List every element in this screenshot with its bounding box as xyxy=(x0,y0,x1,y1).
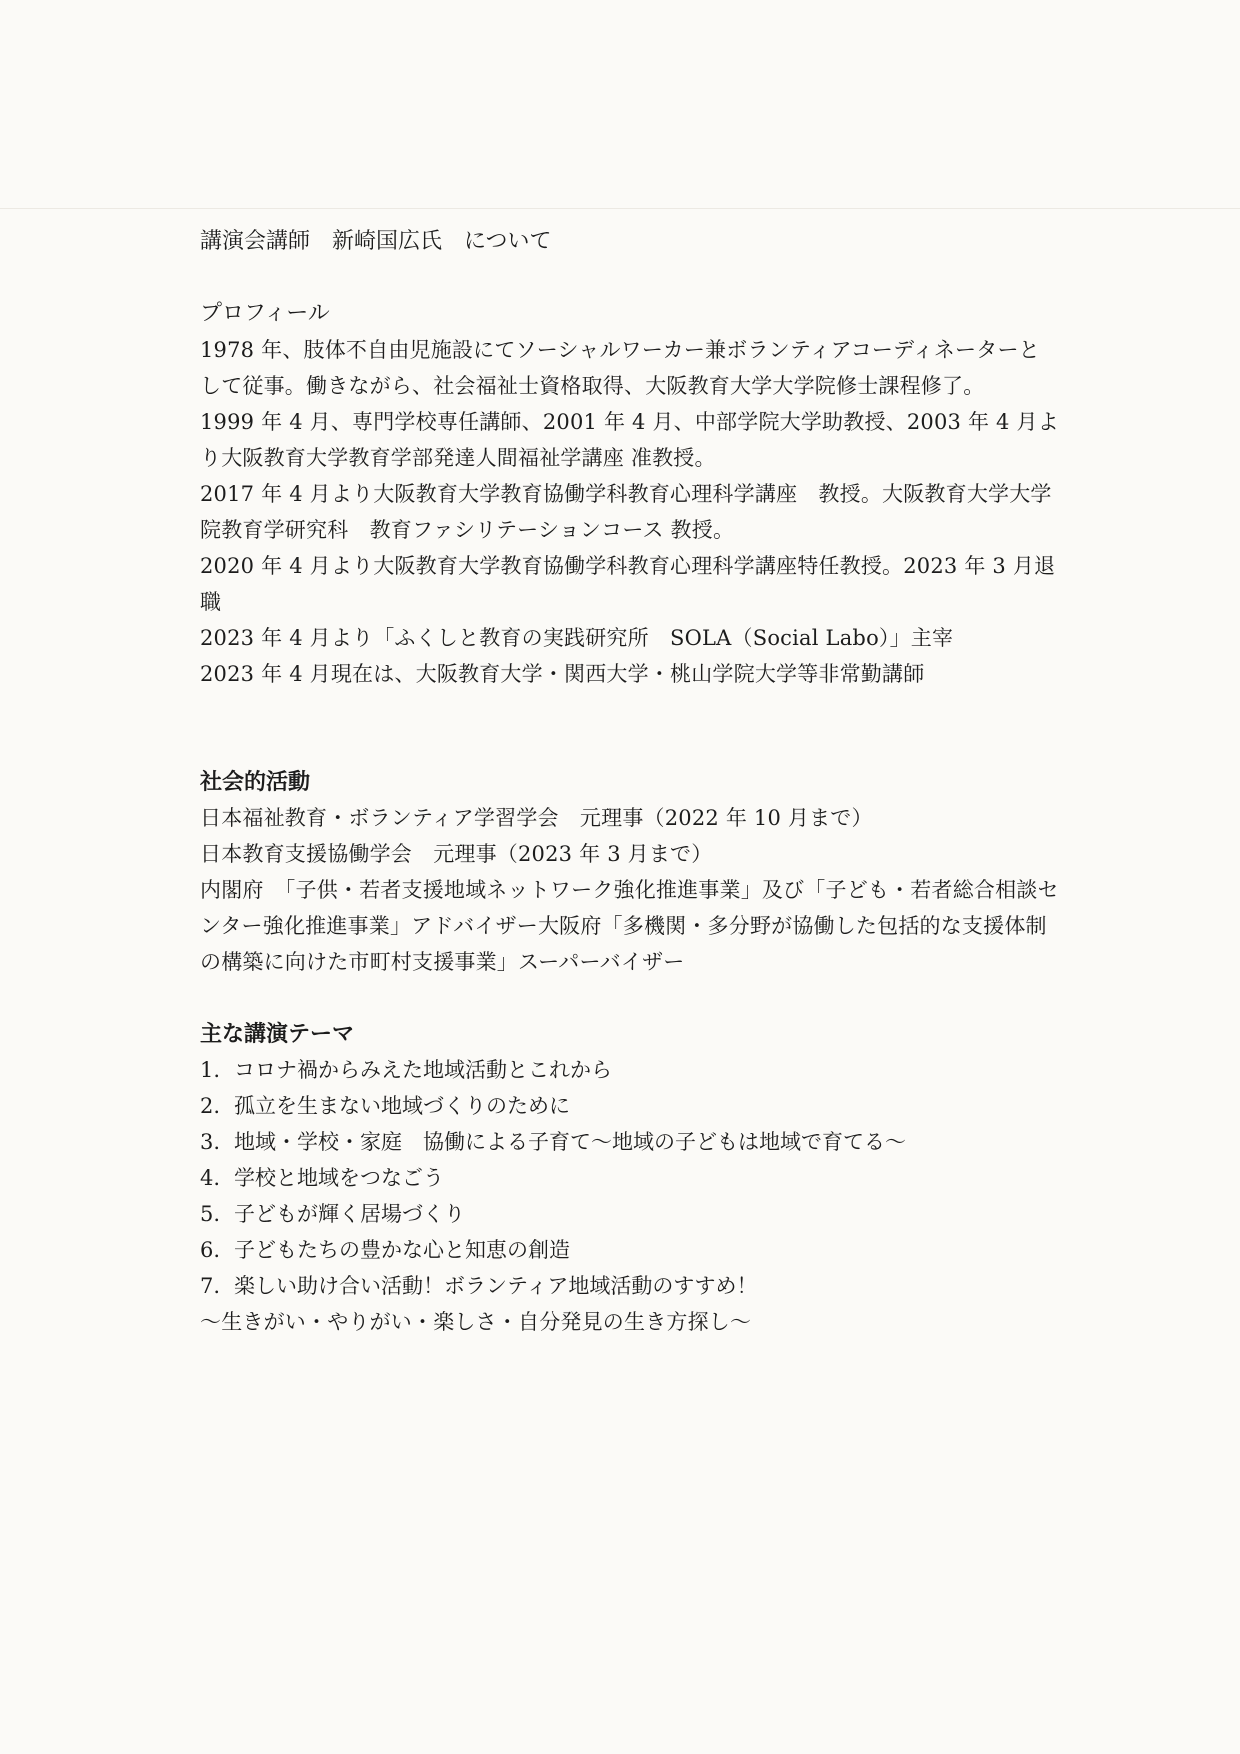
theme-text: 孤立を生まない地域づくりのために xyxy=(234,1094,570,1118)
theme-item xyxy=(200,1268,1060,1304)
profile-paragraph: 1999 年 4 月、専門学校専任講師、2001 年 4 月、中部学院大学助教授、2003 年 4 月より大阪教育大学教育学部発達人間福祉学講座 准教授。 xyxy=(200,410,1059,470)
activities-paragraph: 日本福祉教育・ボランティア学習学会 元理事（2022 年 10 月まで） xyxy=(200,806,873,830)
theme-number: 1. xyxy=(200,1058,221,1082)
theme-text: 地域・学校・家庭 協働による子育て～地域の子どもは地域で育てる～ xyxy=(234,1130,906,1154)
document-title: 講演会講師 新崎国広氏 について xyxy=(200,229,552,254)
theme-number: 5. xyxy=(200,1202,221,1226)
theme-number: 7. xyxy=(200,1274,221,1298)
profile-paragraph: 1978 年、肢体不自由児施設にてソーシャルワーカー兼ボランティアコーディネーターとして従事。働きながら、社会福祉士資格取得、大阪教育大学大学院修士課程修了。 xyxy=(200,338,1040,398)
profile-heading: プロフィール xyxy=(200,301,330,326)
theme-item xyxy=(200,1124,1060,1160)
theme-item xyxy=(200,1196,1060,1232)
activities-section xyxy=(200,764,1060,980)
themes-list xyxy=(200,1052,1060,1304)
theme-text: 子どもが輝く居場づくり xyxy=(234,1202,465,1226)
theme-text: コロナ禍からみえた地域活動とこれから xyxy=(234,1058,612,1082)
profile-section xyxy=(200,296,1060,692)
themes-section xyxy=(200,1016,1060,1340)
scan-fold-line xyxy=(0,208,1240,209)
activities-paragraph: 内閣府 「子供・若者支援地域ネットワーク強化推進事業」及び「子ども・若者総合相談センター強化推進事業」アドバイザー大阪府「多機関・多分野が協働した包括的な支援体制の構築に向けた市町村支援事業」スーパーバイザー xyxy=(200,878,1059,974)
theme-number: 2. xyxy=(200,1094,221,1118)
document-content xyxy=(200,224,1060,1340)
activities-paragraph: 日本教育支援協働学会 元理事（2023 年 3 月まで） xyxy=(200,842,713,866)
theme-item xyxy=(200,1088,1060,1124)
profile-paragraph: 2023 年 4 月より「ふくしと教育の実践研究所 SOLA（Social Labo）」主宰 xyxy=(200,626,954,650)
theme-text: 子どもたちの豊かな心と知恵の創造 xyxy=(234,1238,570,1262)
activities-heading: 社会的活動 xyxy=(200,769,311,795)
themes-heading: 主な講演テーマ xyxy=(200,1021,355,1047)
profile-paragraph: 2023 年 4 月現在は、大阪教育大学・関西大学・桃山学院大学等非常勤講師 xyxy=(200,662,925,686)
profile-paragraph: 2020 年 4 月より大阪教育大学教育協働学科教育心理科学講座特任教授。2023 年 3 月退職 xyxy=(200,554,1056,614)
theme-item xyxy=(200,1052,1060,1088)
theme-number: 6. xyxy=(200,1238,221,1262)
theme-item xyxy=(200,1232,1060,1268)
theme-text: 学校と地域をつなごう xyxy=(234,1166,444,1190)
theme-item xyxy=(200,1160,1060,1196)
theme-number: 4. xyxy=(200,1166,221,1190)
themes-subtitle: ～生きがい・やりがい・楽しさ・自分発見の生き方探し～ xyxy=(200,1310,752,1334)
profile-paragraph: 2017 年 4 月より大阪教育大学教育協働学科教育心理科学講座 教授。大阪教育大学大学院教育学研究科 教育ファシリテーションコース 教授。 xyxy=(200,482,1052,542)
theme-number: 3. xyxy=(200,1130,221,1154)
theme-text: 楽しい助け合い活動！ボランティア地域活動のすすめ！ xyxy=(234,1274,758,1298)
